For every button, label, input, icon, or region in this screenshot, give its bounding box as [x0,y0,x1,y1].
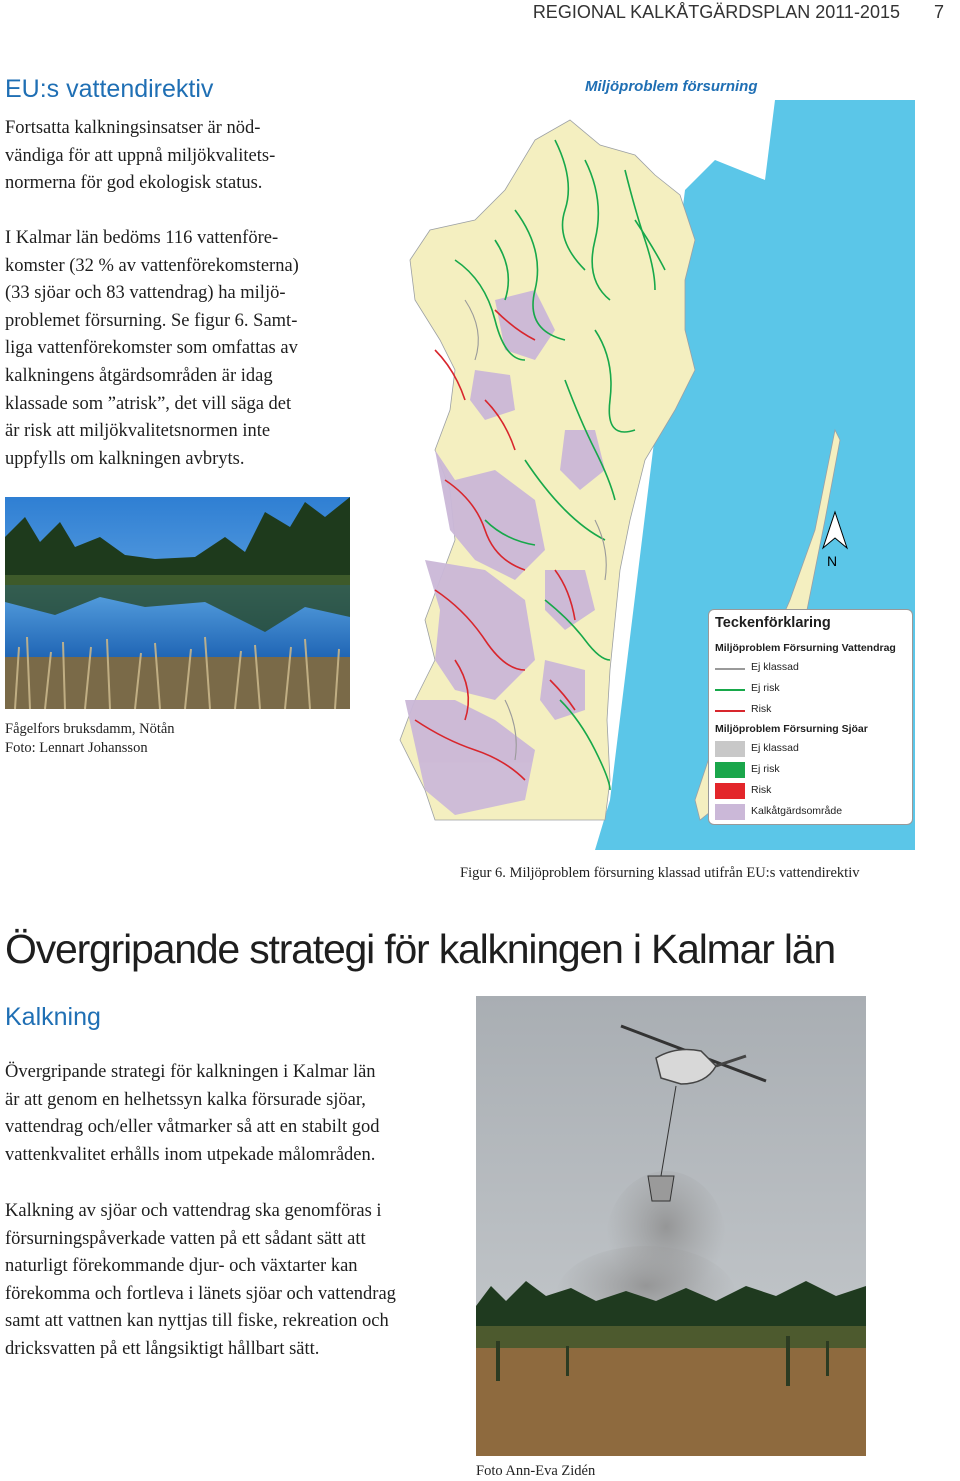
text-line: kalkningens åtgärdsområden är idag [5,365,273,386]
text-line: Kalkning av sjöar och vattendrag ska genomföras i [5,1201,382,1221]
legend-title: Teckenförklaring [715,615,831,631]
legend-swatch-stream-risk [715,710,745,712]
caption-line: Fågelfors bruksdamm, Nötån [5,721,175,737]
text-line: liga vattenförekomster som omfattas av [5,338,298,359]
section-heading-kalkning: Kalkning [5,1003,101,1031]
text-line: klassade som ”atrisk”, det vill säga det [5,393,292,414]
north-label: N [827,553,838,569]
figure-caption: Figur 6. Miljöproblem försurning klassad utifrån EU:s vattendirektiv [460,865,860,881]
legend-swatch-lake-risk [715,783,745,799]
lake-photo-caption [5,720,175,758]
text-line: är att genom en helhetssyn kalka försurade sjöar, [5,1089,366,1110]
legend-item: Ej klassad [751,742,799,754]
text-line: normerna för god ekologisk status. [5,173,263,194]
text-line: problemet försurning. Se figur 6. Samt- [5,310,298,331]
helicopter-photo-caption: Foto Ann-Eva Zidén [476,1463,596,1479]
legend-section-streams: Miljöproblem Försurning Vattendrag [715,642,896,654]
text-line: naturligt förekommande djur- och växtarter kan [5,1256,358,1277]
legend-item: Ej risk [751,682,780,694]
text-line: komster (32 % av vattenförekomsterna) [5,255,299,276]
legend-swatch-liming-area [715,804,745,820]
strategy-title: Övergripande strategi för kalkningen i Kalmar län [5,926,835,972]
text-line: Övergripande strategi för kalkningen i Kalmar län [5,1062,376,1082]
legend-item: Ej klassad [751,661,799,673]
strategy-paragraph [5,1059,465,1169]
text-line: vändiga för att uppnå miljökvalitets- [5,145,276,166]
running-header [533,2,944,23]
acidification-paragraph [5,225,375,473]
map-legend [708,609,913,825]
legend-item: Ej risk [751,763,780,775]
caption-credit: Foto: Lennart Johansson [5,740,148,756]
legend-swatch-stream-norisk [715,689,745,691]
legend-swatch-lake-unclassified [715,741,745,757]
text-line: (33 sjöar och 83 vattendrag) ha miljö- [5,283,286,304]
page-number: 7 [933,2,944,22]
text-line: förekomma och fortleva i länets sjöar och vattendrag [5,1283,396,1304]
lake-photo [5,497,350,709]
legend-section-lakes: Miljöproblem Försurning Sjöar [715,723,868,735]
text-line: samt att vattnen kan nyttjas till fiske, rekreation och [5,1311,389,1332]
text-line: vattendrag och/eller våtmarker så att en stabilt god [5,1117,380,1138]
text-line: är risk att miljökvalitetsnormen inte [5,421,271,442]
text-line: försurningspåverkade vatten på ett sådant sätt att [5,1228,366,1249]
legend-item: Risk [751,784,772,796]
map-title: Miljöproblem försurning [585,78,758,95]
liming-paragraph [5,1198,465,1364]
header-title: REGIONAL KALKÅTGÄRDSPLAN 2011-2015 [532,2,900,22]
text-line: Fortsatta kalkningsinsatser är nöd- [5,118,261,138]
helicopter-photo [476,996,866,1456]
section-heading-eu: EU:s vattendirektiv [5,75,214,103]
intro-paragraph [5,115,375,198]
legend-item: Risk [751,703,772,715]
text-line: I Kalmar län bedöms 116 vattenföre- [5,228,279,248]
legend-swatch-stream-unclassified [715,668,745,670]
legend-item: Kalkåtgärdsområde [751,805,843,817]
text-line: uppfylls om kalkningen avbryts. [5,448,245,469]
text-line: dricksvatten på ett långsiktigt hållbart sätt. [5,1338,320,1359]
legend-swatch-lake-norisk [715,762,745,778]
text-line: vattenkvalitet erhålls inom utpekade målområden. [5,1144,376,1165]
